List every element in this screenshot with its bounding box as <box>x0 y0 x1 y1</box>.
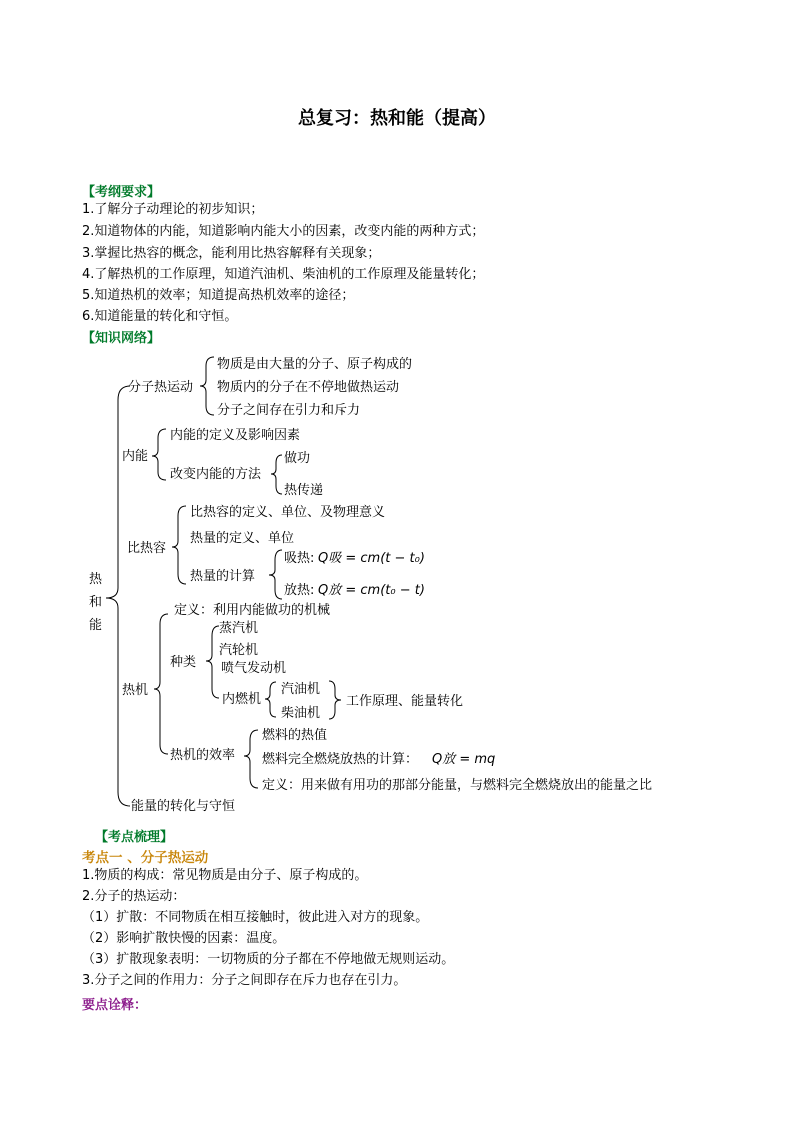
network-root-char: 和 <box>89 595 103 610</box>
fuel-formula: Q放 = mq <box>432 752 496 767</box>
neineng-method: 改变内能的方法 <box>170 467 262 482</box>
key-note-label: 要点诠释： <box>82 998 148 1013</box>
kaodian-line: 1.物质的构成：常见物质是由分子、原子构成的。 <box>82 868 368 883</box>
brace-efficiency <box>244 730 258 788</box>
heat-def: 热量的定义、单位 <box>190 531 295 546</box>
fenzi-item: 物质是由大量的分子、原子构成的 <box>217 357 413 372</box>
bireirong-def: 比热容的定义、单位、及物理意义 <box>190 505 386 520</box>
efficiency-item: 定义：用来做有用功的那部分能量，与燃料完全燃烧放出的能量之比 <box>262 778 653 793</box>
section-kaogang: 【考纲要求】 <box>82 185 161 200</box>
requirement-line: 1.了解分子动理论的初步知识； <box>82 202 264 217</box>
internal-item: 柴油机 <box>281 706 321 721</box>
kaodian-line: （1）扩散：不同物质在相互接触时，彼此进入对方的现象。 <box>82 910 429 925</box>
network-root-char: 热 <box>89 572 103 587</box>
reji-kinds: 种类 <box>170 655 197 670</box>
brace-bireirong <box>172 506 186 584</box>
kaodian-line: （3）扩散现象表明：一切物质的分子都在不停地做无规则运动。 <box>82 952 455 967</box>
kaodian-line: 3.分子之间的作用力：分子之间即存在斥力也存在引力。 <box>82 973 407 988</box>
brace-reji-kinds <box>206 626 219 698</box>
requirement-line: 6.知道能量的转化和守恒。 <box>82 309 238 324</box>
requirement-line: 3.掌握比热容的概念，能利用比热容解释有关现象； <box>82 246 381 261</box>
branch-neineng: 内能 <box>122 449 149 464</box>
branch-fenzi: 分子热运动 <box>128 380 194 395</box>
kaodian1-title: 考点一 、分子热运动 <box>82 850 209 866</box>
requirement-line: 2.知道物体的内能，知道影响内能大小的因素，改变内能的两种方式； <box>82 224 485 239</box>
brace-neineng-methods <box>271 455 282 494</box>
fenzi-item: 分子之间存在引力和斥力 <box>217 403 361 418</box>
fenzi-item: 物质内的分子在不停地做热运动 <box>217 380 400 395</box>
requirement-line: 4.了解热机的工作原理，知道汽油机、柴油机的工作原理及能量转化； <box>82 267 485 282</box>
internal-principle: 工作原理、能量转化 <box>346 694 464 709</box>
kind-item: 蒸汽机 <box>219 621 259 636</box>
brace-heat-calc <box>269 550 282 599</box>
efficiency-item: 燃料完全燃烧放热的计算： <box>262 752 419 767</box>
kaodian-line: （2）影响扩散快慢的因素：温度。 <box>82 931 286 946</box>
requirement-line: 5.知道热机的效率；知道提高热机效率的途径； <box>82 288 355 303</box>
page-title: 总复习：热和能（提高） <box>298 108 496 129</box>
neineng-method-item: 做功 <box>284 451 311 466</box>
reji-def: 定义：利用内能做功的机械 <box>174 603 331 618</box>
neineng-def: 内能的定义及影响因素 <box>170 428 301 443</box>
branch-conservation: 能量的转化与守恒 <box>131 799 236 814</box>
brace-internal-right <box>329 681 341 719</box>
release-formula: Q放 = cm(t₀ − t) <box>318 583 425 598</box>
section-zhishi: 【知识网络】 <box>82 331 161 346</box>
branch-bireirong: 比热容 <box>127 541 167 556</box>
brace-neineng <box>152 429 166 480</box>
branch-reji: 热机 <box>122 683 149 698</box>
neineng-method-item: 热传递 <box>284 483 324 498</box>
main-brace <box>106 386 130 806</box>
section-kaodian: 【考点梳理】 <box>95 830 174 845</box>
absorb-formula: Q吸 = cm(t − t₀) <box>318 551 425 566</box>
reji-efficiency: 热机的效率 <box>170 748 236 763</box>
heat-calc: 热量的计算 <box>190 569 256 584</box>
internal-item: 汽油机 <box>281 682 321 697</box>
brace-reji <box>154 614 168 754</box>
absorb-label: 吸热: <box>284 551 315 566</box>
brace-internal <box>265 682 276 717</box>
kind-item: 喷气发动机 <box>221 661 287 676</box>
kind-item: 汽轮机 <box>219 643 259 658</box>
network-root-char: 能 <box>89 618 103 633</box>
release-label: 放热: <box>284 583 315 598</box>
kaodian-line: 2.分子的热运动： <box>82 889 186 904</box>
efficiency-item: 燃料的热值 <box>262 728 328 743</box>
brace-fenzi <box>200 357 214 415</box>
reji-internal: 内燃机 <box>222 692 262 707</box>
